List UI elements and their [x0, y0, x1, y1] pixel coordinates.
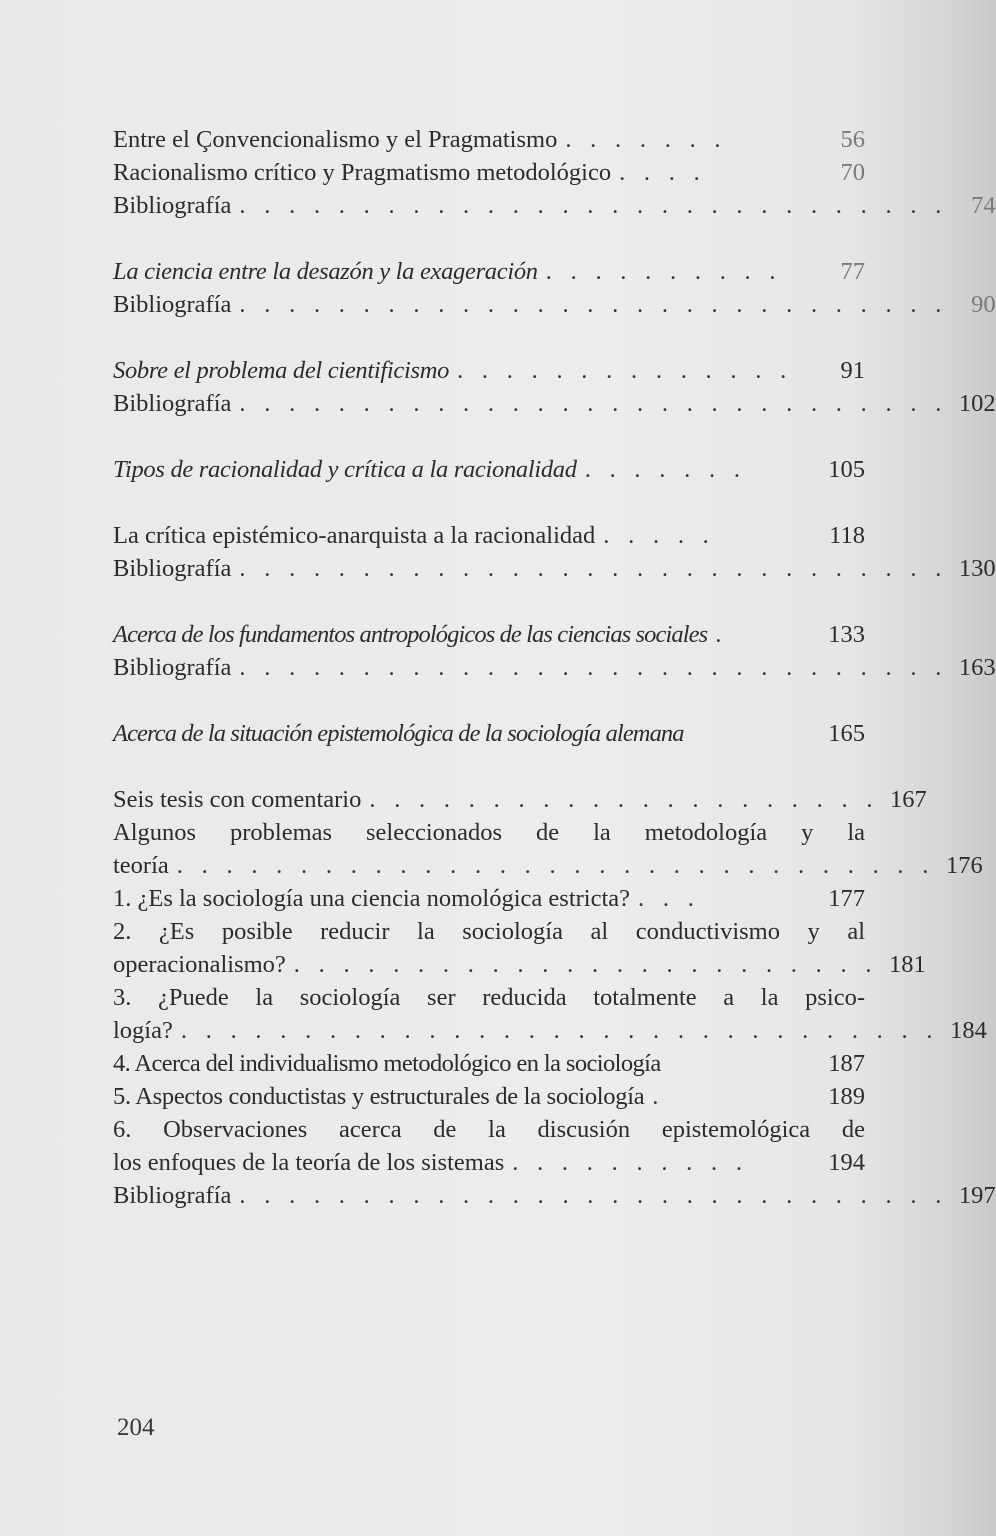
entry-title: Entre el Çonvencionalismo y el Pragmatismo [113, 126, 558, 153]
entry-page: 70 [840, 159, 865, 186]
toc-entry [113, 1047, 865, 1080]
toc-entry [113, 618, 865, 651]
entry-page: 181 [889, 951, 926, 978]
toc-entry [113, 1146, 865, 1179]
leader-dots: . . . . . . . . . . . . . . [457, 357, 793, 384]
entry-title: 1. ¿Es la sociología una ciencia nomológica estricta? [113, 885, 631, 912]
entry-page: 167 [890, 786, 927, 813]
entry-page: 177 [828, 885, 865, 912]
entry-page: 163 [958, 654, 996, 681]
toc-entry [113, 387, 996, 420]
toc-entry [113, 651, 996, 684]
leader-dots: . . . . . [603, 522, 716, 549]
entry-title: los enfoques de la teoría de los sistemas [113, 1149, 505, 1176]
toc-entry [113, 519, 865, 552]
entry-title: Racionalismo crítico y Pragmatismo metodológico [113, 159, 612, 186]
leader-dots: . . . . . . . . . . . . . . . . . . . . . . . . . . . . . [239, 390, 948, 417]
toc-entry [113, 552, 996, 585]
leader-dots: . . . [638, 885, 701, 912]
entry-page: 189 [828, 1083, 865, 1110]
entry-title: Bibliografía [113, 555, 232, 582]
leader-dots: . . . . . . . . . . [512, 1149, 749, 1176]
entry-title: operacionalismo? [113, 951, 286, 978]
entry-page: 56 [840, 126, 865, 153]
leader-dots: . . . . . . . . . . . . . . . . . . . . . . . . . . . . . [239, 291, 948, 318]
entry-title: Bibliografía [113, 192, 232, 219]
entry-page: 105 [828, 456, 865, 483]
toc-entry [113, 288, 996, 321]
entry-title: Bibliografía [113, 291, 232, 318]
leader-dots: . . . . . . . . . . . . . . . . . . . . . . . . . . . . . [239, 1182, 948, 1209]
toc-entry [113, 189, 996, 222]
leader-dots: . . . . . . . . . . . . . . . . . . . . . . . . . . . . . [239, 555, 948, 582]
entry-title: Bibliografía [113, 1182, 232, 1209]
toc-entry [113, 453, 865, 486]
toc-entry [113, 354, 865, 387]
entry-page: 197 [958, 1182, 996, 1209]
entry-title: Acerca de la situación epistemológica de la sociología alemana [113, 720, 684, 747]
toc-entry [113, 1113, 865, 1146]
entry-title: logía? [113, 1017, 173, 1044]
toc-entry [113, 1014, 987, 1047]
entry-page: 184 [950, 1017, 987, 1044]
entry-title: Sobre el problema del cientificismo [113, 357, 450, 384]
entry-title: 2. ¿Es posible reducir la sociología al conductivismo y al [113, 918, 865, 945]
toc-entry [113, 783, 927, 816]
entry-page: 133 [828, 621, 865, 648]
toc-entry [113, 981, 865, 1014]
toc-entry [113, 882, 865, 915]
leader-dots: . . . . . . . . . . . . . . . . . . . . . . . . . . . . . . . [176, 852, 935, 879]
entry-title: 3. ¿Puede la sociología ser reducida totalmente a la psico- [113, 984, 865, 1011]
entry-page: 91 [840, 357, 865, 384]
toc-entry [113, 849, 983, 882]
leader-dots: . . . . . . . . . . . . . . . . . . . . . [369, 786, 879, 813]
toc-entry [113, 123, 865, 156]
entry-page: 187 [828, 1050, 865, 1077]
entry-title: Bibliografía [113, 654, 232, 681]
entry-title: Algunos problemas seleccionados de la metodología y la [113, 819, 865, 846]
leader-dots: . . . . . . . . . . . . . . . . . . . . . . . . . . . . . [239, 654, 948, 681]
entry-title: 6. Observaciones acerca de la discusión epistemológica de [113, 1116, 865, 1143]
leader-dots: . . . . . . . . . . . . . . . . . . . . . . . . [293, 951, 878, 978]
entry-title: Seis tesis con comentario [113, 786, 362, 813]
entry-page: 130 [958, 555, 996, 582]
entry-page: 77 [840, 258, 865, 285]
entry-page: 74 [971, 192, 996, 219]
toc-entry [113, 156, 865, 189]
leader-dots: . . . . . . . . . . [545, 258, 782, 285]
entry-title: 4. Acerca del individualismo metodológico en la sociología [113, 1050, 661, 1077]
entry-title: teoría [113, 852, 169, 879]
page-number: 204 [117, 1414, 155, 1441]
leader-dots: . . . . . . . . . . . . . . . . . . . . . . . . . . . . . . . [180, 1017, 939, 1044]
entry-page: 194 [828, 1149, 865, 1176]
leader-dots: . . . . [619, 159, 707, 186]
toc-entry [113, 717, 865, 750]
toc-entry [113, 255, 865, 288]
toc-entry [113, 1080, 865, 1113]
entry-title: La crítica epistémico-anarquista a la racionalidad [113, 522, 596, 549]
leader-dots: . . . . . . . . . . . . . . . . . . . . . . . . . . . . . [239, 192, 948, 219]
entry-title: Bibliografía [113, 390, 232, 417]
entry-page: 102 [958, 390, 996, 417]
toc-entry [113, 948, 926, 981]
leader-dots: . . . . . . . [584, 456, 747, 483]
entry-title: La ciencia entre la desazón y la exageración [113, 258, 538, 285]
leader-dots: . [715, 621, 728, 648]
leader-dots: . . . . . . . [565, 126, 727, 153]
entry-page: 176 [945, 852, 983, 879]
entry-page: 90 [971, 291, 996, 318]
entry-page: 165 [828, 720, 865, 747]
toc-entry [113, 816, 865, 849]
toc-entry [113, 915, 865, 948]
entry-title: Acerca de los fundamentos antropológicos de las ciencias sociales [113, 621, 708, 648]
leader-dots: . [652, 1083, 665, 1110]
toc-entry [113, 1179, 996, 1212]
entry-title: Tipos de racionalidad y crítica a la racionalidad [113, 456, 577, 483]
entry-title: 5. Aspectos conductistas y estructurales de la sociología [113, 1083, 645, 1110]
entry-page: 118 [829, 522, 865, 549]
